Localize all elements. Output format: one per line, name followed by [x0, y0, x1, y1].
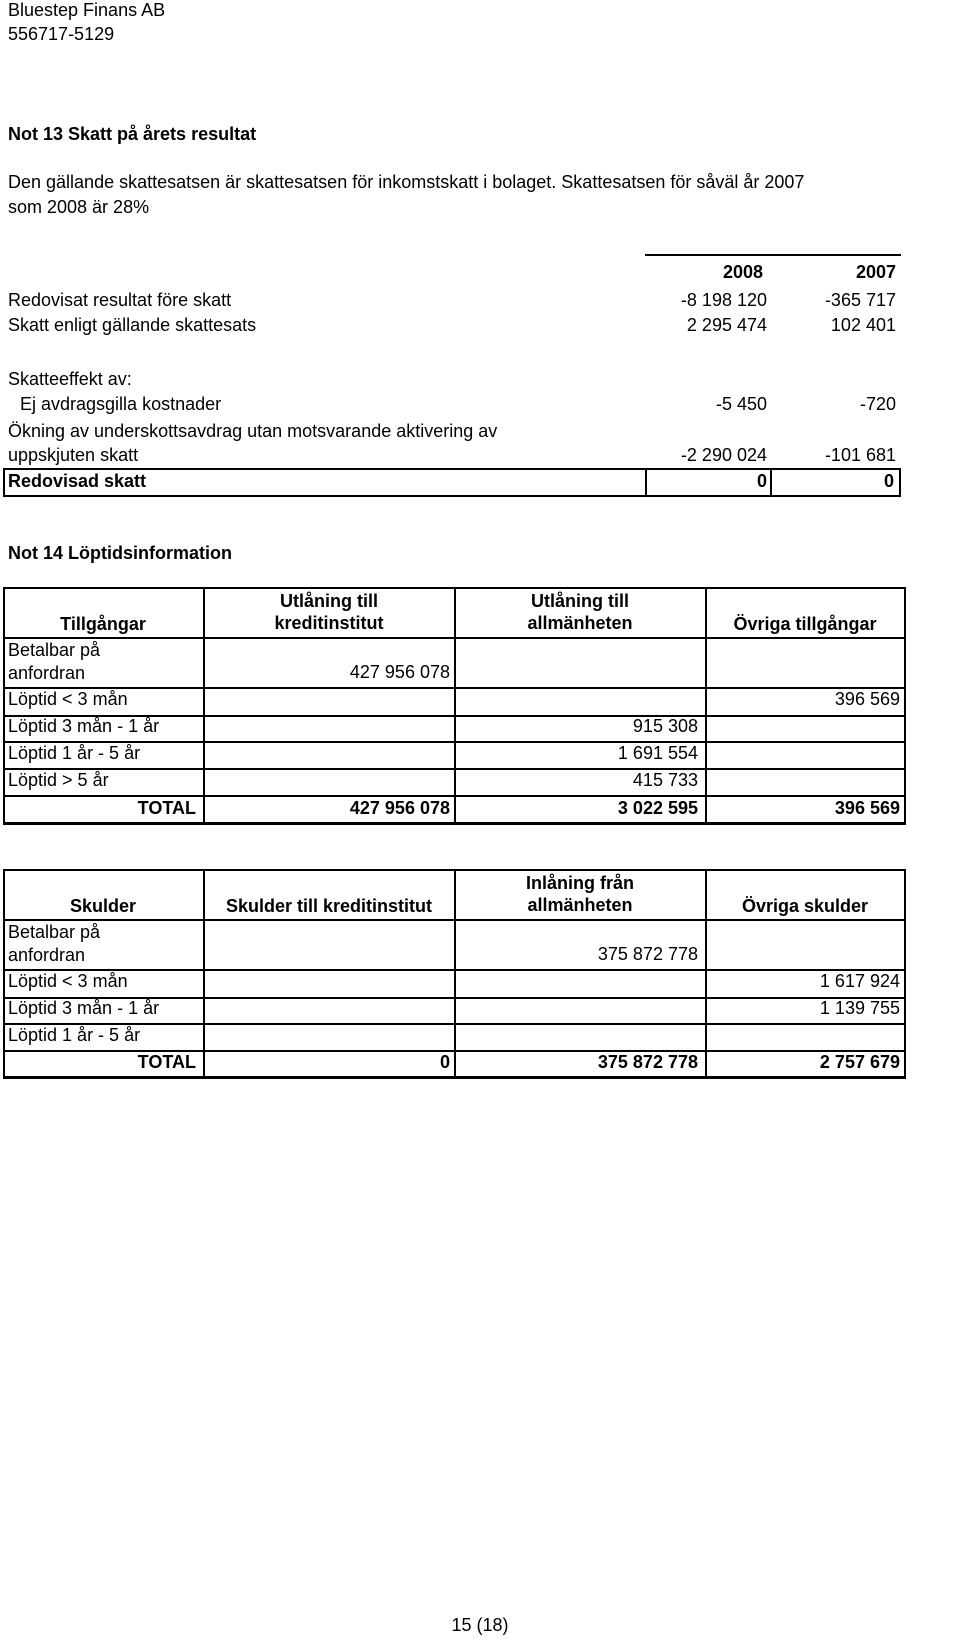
note13-title: Not 13 Skatt på årets resultat [8, 124, 257, 144]
liabilities-total-c3: 375 872 778 [597, 1052, 698, 1072]
liabilities-header-col3-line2: allmänheten [527, 895, 633, 915]
liabilities-total-c4: 2 757 679 [819, 1052, 900, 1072]
assets-header-col2-line1: Utlåning till [280, 591, 378, 611]
note13-row-v2008: -8 198 120 [680, 290, 767, 310]
note13-row-v2007: -365 717 [824, 290, 896, 310]
table-cell: 1 691 554 [617, 743, 698, 763]
company-name: Bluestep Finans AB [8, 0, 166, 20]
note13-col-2007: 2007 [855, 262, 896, 282]
note14-title: Not 14 Löptidsinformation [8, 543, 232, 563]
liabilities-header-col2: Skulder till kreditinstitut [225, 896, 433, 916]
assets-total-c4: 396 569 [834, 798, 900, 818]
table-row-label-line2: anfordran [8, 663, 86, 683]
note13-total-v2008: 0 [756, 471, 767, 491]
assets-header-col3 [455, 590, 705, 634]
liabilities-total-c2: 0 [439, 1052, 450, 1072]
page-number: 15 (18) [451, 1615, 509, 1635]
table-cell: 396 569 [834, 689, 900, 709]
assets-header-col2 [204, 590, 454, 634]
note13-text-line2: som 2008 är 28% [8, 197, 150, 217]
liabilities-border [904, 869, 906, 1077]
note13-row-label: Skatt enligt gällande skattesats [8, 315, 257, 335]
table-cell: 375 872 778 [597, 944, 698, 964]
note13-effect-v2008: -5 450 [715, 394, 767, 414]
note13-text-line1: Den gällande skattesatsen är skattesatsen för inkomstskatt i bolaget. Skattesatsen för såväl år 2007 [8, 172, 805, 192]
assets-total-c2: 427 956 078 [349, 798, 450, 818]
table-cell: 427 956 078 [349, 662, 450, 682]
table-row-label: Löptid > 5 år [8, 770, 109, 790]
assets-header-col3-line2: allmänheten [527, 613, 633, 633]
liabilities-header-col3 [455, 872, 705, 916]
table-cell: 1 139 755 [819, 998, 900, 1018]
table-row-label: Löptid < 3 mån [8, 689, 128, 709]
assets-header-col4: Övriga tillgångar [733, 614, 877, 634]
table-row-label: Löptid 3 mån - 1 år [8, 716, 160, 736]
liabilities-total-label: TOTAL [137, 1052, 196, 1072]
note13-effect-label-line1: Ökning av underskottsavdrag utan motsvarande aktivering av [8, 421, 498, 441]
note13-total-bottom-rule [3, 495, 901, 497]
assets-header-col1: Tillgångar [60, 614, 146, 634]
table-row-label: Löptid 1 år - 5 år [8, 743, 141, 763]
note13-total-border [899, 468, 901, 496]
table-row-label: Löptid < 3 mån [8, 971, 128, 991]
note13-effect-label-line2: uppskjuten skatt [8, 445, 139, 465]
assets-border [904, 587, 906, 823]
table-cell: 1 617 924 [819, 971, 900, 991]
note13-total-border [3, 468, 5, 496]
table-row-label-line1: Betalbar på [8, 640, 101, 660]
note13-row-v2007: 102 401 [830, 315, 896, 335]
note13-effect-v2007: -720 [859, 394, 896, 414]
note13-effect-v2008: -2 290 024 [680, 445, 767, 465]
note13-total-top-rule [3, 468, 901, 470]
liabilities-header-col4: Övriga skulder [741, 896, 869, 916]
table-row-label-line2: anfordran [8, 945, 86, 965]
org-number: 556717-5129 [8, 24, 115, 44]
table-row-label-line1: Betalbar på [8, 922, 101, 942]
liabilities-header-col3-line1: Inlåning från [526, 873, 634, 893]
note13-col-2008: 2008 [722, 262, 763, 282]
note13-total-label: Redovisad skatt [8, 471, 147, 491]
assets-header-col2-line2: kreditinstitut [274, 613, 384, 633]
table-cell: 915 308 [632, 716, 698, 736]
table-row-label: Löptid 1 år - 5 år [8, 1025, 141, 1045]
note13-effect-label: Ej avdragsgilla kostnader [20, 394, 222, 414]
table-row-label [8, 639, 100, 685]
note13-effect-v2007: -101 681 [824, 445, 896, 465]
table-row-label [8, 921, 100, 967]
note13-row-v2008: 2 295 474 [686, 315, 767, 335]
liabilities-header-col1: Skulder [69, 896, 137, 916]
note13-total-v2007: 0 [883, 471, 894, 491]
assets-total-c3: 3 022 595 [617, 798, 698, 818]
note13-effect-heading: Skatteeffekt av: [8, 369, 132, 389]
note13-row-label: Redovisat resultat före skatt [8, 290, 232, 310]
table-row-label: Löptid 3 mån - 1 år [8, 998, 160, 1018]
note13-header-rule [645, 254, 901, 256]
assets-total-label: TOTAL [137, 798, 196, 818]
table-cell: 415 733 [632, 770, 698, 790]
assets-header-col3-line1: Utlåning till [531, 591, 629, 611]
